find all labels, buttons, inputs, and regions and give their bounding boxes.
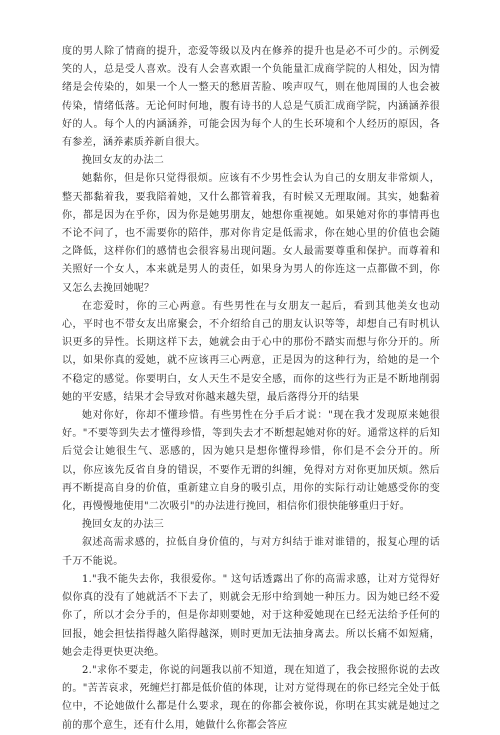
paragraph-point-one: 1."我不能失去你，我很爱你。" 这句话透露出了你的高需求感，让对方觉得好似你真的没有了她就活不下去了，则就会无形中给到她一种压力。因为她已经不爱你了，所以才会分手的，但是你却则要她，对于这种爱她现在已经无法给予任何的回报，她会担怯指得越久陷得越深，则时更加无法抽身离去。所以长痛不如短痛，她会走得更快更决绝。 [62, 573, 440, 658]
document-body [62, 43, 440, 735]
paragraph-cherish: 她对你好，你却不懂珍惜。有些男性在分手后才说："现在我才发现原来她很好。"不要等到失去才懂得珍惜，等到失去才不断想起她对你的好。通常这样的后知后觉会让她很生气、恶感的，因为她只是想你懂得珍惜，你们是不会分开的。所以，你应该先反省自身的错误，不要作无谓的纠缠，免得对方对你更加厌烦。然后再不断提高自身的价值，重新建立自身的吸引点，用你的实际行动让她感受你的变化，再慢慢地使用"二次吸引"的办法进行挽回，相信你们很快能够重归于好。 [62, 410, 440, 513]
paragraph-point-two: 2."求你不要走，你说的问题我以前不知道，现在知道了，我会按照你说的去改的。"苦苦哀求，死缠烂打都是低价值的体现，让对方觉得现在的你已经完全处于低位中，不论她做什么都是什么要求，现在的你都会被你说，你明在其实就是她过之前的那个意生，还有什么用，她做什么你都会答应 [62, 664, 440, 731]
paragraph-half-hearted: 在恋爱时，你的三心两意。有些男性在与女朋友一起后，看到其他美女也动心，平时也不带女友出席聚会，不介绍给自己的朋友认识等等，却想自己有时机认识更多的异性。长期这样下去，她就会由于心中的那份不踏实而想与你分开的。所以，如果你真的爱她，就不应该再三心两意，正是因为的这种行为，给她的是一个不稳定的感觉。你要明白，女人天生不是安全感，而你的这些行为正是不断地削弱她的平安感，结果才会导致对你越来越失望，最后落得分开的结果 [62, 300, 440, 403]
section-heading-method-three: 挽回女友的办法三 [82, 519, 164, 531]
paragraph-intro: 度的男人除了情商的提升，恋爱等级以及内在修养的提升也是必不可少的。示例爱笑的人，总是受人喜欢。没有人会喜欢跟一个负能量汇成商学院的人相处，因为情绪是会传染的，如果一个人一整天的愁眉苦脸、唉声叹气，则在他周围的人也会被传染，情绪低落。无论何时何地，腹有诗书的人总是气质汇成商学院，内涵涵养很好的人。每个人的内涵涵养，可能会因为每个人的生长环境和个人经历的原因，各有参差，涵养素质养新自很大。 [62, 46, 440, 149]
section-heading-method-two: 挽回女友的办法二 [82, 155, 164, 167]
paragraph-dont-say: 叙述高需求感的，拉低自身价值的，与对方纠结于谁对谁错的，报复心理的话千万不能说。 [62, 537, 440, 567]
paragraph-clingy: 她黏你，但是你只觉得很烦。应该有不少男性会认为自己的女朋友非常烦人，整天都黏着我，要我陪着她，又什么都管着我，有时候又无理取闹。其实，她黏着你，都是因为在乎你，因为你是她男朋友，她想你重视她。如果她对你的事情再也不论不问了，也不需要你的陪伴，那对你肯定是低需求，你在她心里的价值也会随之降低，这样你们的感情也会很容易出现问题。女人最需要尊重和保护。而尊着和关照好一个女人，本来就是男人的责任，如果身为男人的你连这一点都做不到，你又怎么去挽回她呢？ [62, 173, 440, 294]
